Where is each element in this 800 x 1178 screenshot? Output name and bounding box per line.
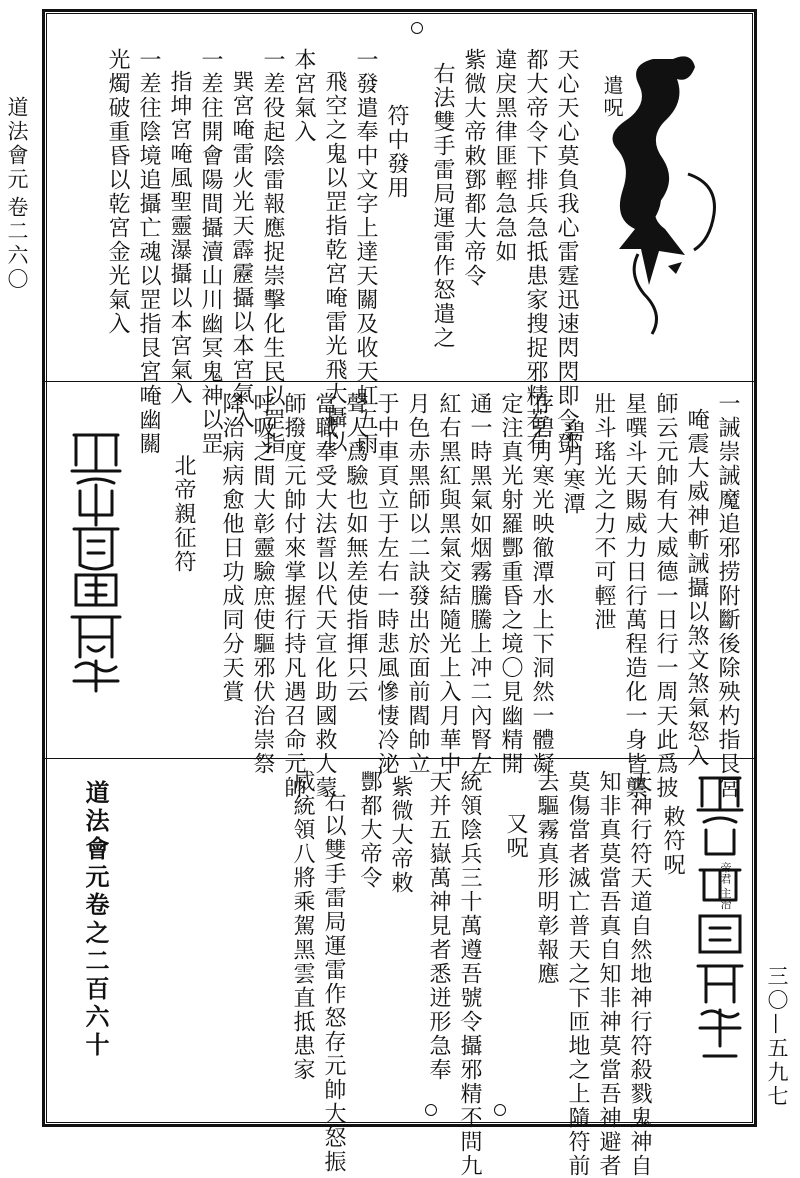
section-divider-2	[45, 758, 754, 759]
talisman-seal-2	[66, 425, 126, 695]
text-column: 去驅霧真形明彰報應	[534, 770, 559, 986]
text-column: 唵震大威神斬誡攝以煞文煞氣怒入	[684, 408, 709, 768]
text-column: 星噀斗天賜威力日行萬程造化一身皆龒	[622, 392, 647, 800]
text-column: 于中車頁立于左右一時悲風慘悽冷泌	[374, 392, 399, 776]
text-column: 符中發用	[384, 104, 409, 200]
text-column: 天神行符天道自然地神行符殺戮鬼神自	[627, 770, 652, 1178]
text-column: 本宮氣入	[291, 48, 316, 144]
text-column: 一差役起陰雷報應捉崇擊化生民以罡指	[260, 48, 285, 456]
text-column: 右以雙手雷局運雷作怒存元帥大怒振	[321, 790, 346, 1174]
text-column: 壯斗瑤光之力不可輕泄	[591, 392, 616, 632]
text-column: 光燭破重昏以乾宮金光氣入	[105, 48, 130, 336]
talisman-seal-3	[694, 770, 746, 1070]
text-column: 指坤宮唵風聖靈瀑攝以本宮氣入	[167, 70, 192, 406]
text-column: 通一時黑氣如烟霧騰騰上冲二內腎左	[467, 392, 492, 776]
text-column: 右法雙手雷局運雷作怒遣之	[430, 62, 455, 350]
talisman-title-1: 遣呪	[600, 75, 624, 119]
circle-mark	[494, 1104, 506, 1116]
volume-end-title: 道法會元卷之二百六十	[81, 780, 110, 1060]
text-column: 飛空之鬼以罡指乾宮唵雷光飛大攝以	[322, 70, 347, 454]
text-column: 威統領八將乘駕黑雲直抵患家	[290, 770, 315, 1082]
text-column: 都大帝令下排兵急抵患家搜捉邪精若有	[523, 48, 548, 456]
text-column: 碧月寒潭	[560, 420, 585, 516]
text-column: 聲人爲驗也如無差使指揮只云	[343, 392, 368, 704]
text-column: 莫傷當者滅亡普天之下匝地之上隨符前	[565, 770, 590, 1178]
circle-mark	[411, 22, 423, 34]
page-number: 三〇—五九七	[765, 965, 789, 1109]
circle-mark	[425, 1104, 437, 1116]
text-column: 紫微大帝敕鄧都大帝令	[461, 48, 486, 288]
text-column: 違戾黑律匪輕急急如	[492, 48, 517, 264]
text-column: 一差往開會陽間攝瀆山川幽冥鬼神以罡	[198, 48, 223, 456]
text-column: 月色赤黑師以二訣發出於面前閻帥立	[405, 392, 430, 776]
text-column: 師撥度元帥付來掌握行持凡遇召命元帥	[281, 392, 306, 800]
text-column: 當職奉受大法誓以代天宣化助國救人蒙	[312, 392, 337, 800]
text-column: 巽宮唵雷火光天霹靂攝以本宮氣入	[229, 70, 254, 430]
text-column: 一發遣奉中文字上達天關及收天虹五雨	[353, 48, 378, 456]
book-title: 道法會元	[5, 96, 29, 192]
section-title: 敕符呪	[660, 805, 685, 877]
volume-label: 卷二六〇	[5, 196, 29, 292]
text-column: 呼吸之間大彰靈驗庶使驅邪伏治崇祭	[250, 392, 275, 776]
text-column: 降治病病愈他日功成同分天賞	[219, 392, 244, 704]
text-column: 定注真光射羅酆重昏之境〇見幽精開	[498, 392, 523, 776]
text-column: 統領陰兵三十萬遵吾號令攝邪精不問九	[457, 770, 482, 1178]
text-column: 知非真莫當吾真自知非神莫當吾神避者	[596, 770, 621, 1178]
text-column: 一誡崇誡魔追邪捞附斷後除殃杓指艮宮	[715, 392, 740, 800]
text-column: 一差往陰境追攝亡魂以罡指艮宮唵幽關	[136, 48, 161, 456]
text-column: 酆都大帝令	[357, 770, 382, 890]
text-column: 存碧月寒光映徹潭水上下洞然一體凝	[529, 392, 554, 776]
text-column: 又呪	[503, 812, 528, 860]
text-column: 師云元帥有大威德一日行一周天此爲披	[653, 392, 678, 800]
text-column: 天心天心莫負我心雷霆迅速閃閃即令鄧	[554, 48, 579, 456]
talisman-caption: 北帝親征符	[171, 454, 196, 574]
text-column: 紅右黑紅與黑氣交結隨光上入月華中	[436, 392, 461, 776]
text-column: 天并五嶽萬神見者悉迸形急奉	[426, 770, 451, 1082]
text-column: 紫微大帝敕	[388, 775, 413, 895]
talisman-figure-1	[598, 44, 728, 344]
talisman-label: 帝君 主治	[719, 862, 732, 910]
